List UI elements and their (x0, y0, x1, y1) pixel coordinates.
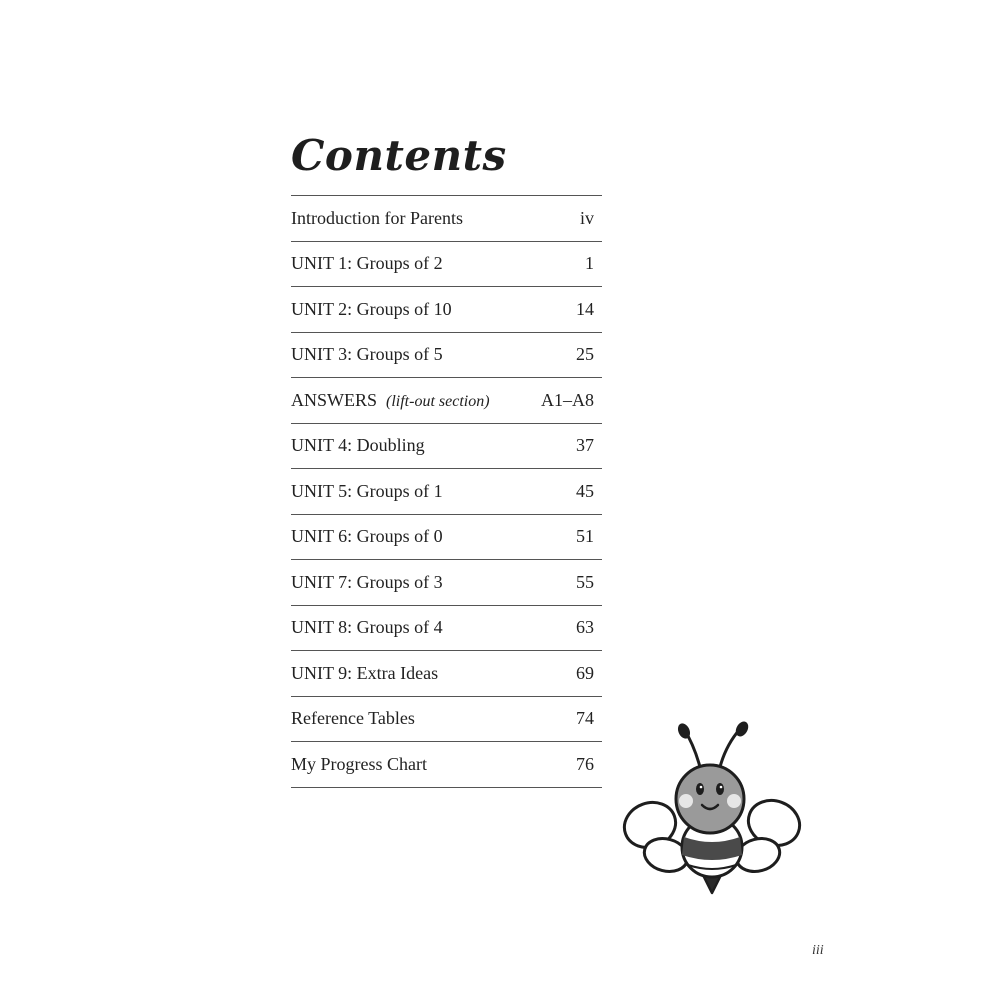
page-number: iii (812, 943, 824, 958)
toc-entry-page: 51 (576, 526, 594, 547)
toc-entry-answers (291, 378, 602, 424)
toc-entry-introduction (291, 196, 602, 242)
toc-entry-title: UNIT 8: Groups of 4 (291, 617, 443, 638)
toc-entry-title: UNIT 1: Groups of 2 (291, 253, 443, 274)
toc-entry-unit-6 (291, 515, 602, 561)
toc-entry-title: UNIT 3: Groups of 5 (291, 344, 443, 365)
toc-entry-unit-1 (291, 242, 602, 288)
toc-entry-page: 14 (576, 298, 594, 319)
toc-entry-title: UNIT 9: Extra Ideas (291, 662, 439, 683)
toc-entry-title: UNIT 6: Groups of 0 (291, 526, 443, 547)
toc-entry-title: UNIT 2: Groups of 10 (291, 298, 452, 319)
toc-entry-title: UNIT 5: Groups of 1 (291, 480, 443, 501)
page-title: Contents (291, 131, 507, 180)
toc-entry-page: 37 (576, 435, 594, 456)
toc-entry-page: 55 (576, 571, 594, 592)
toc-entry-title: Reference Tables (291, 708, 415, 729)
toc-entry-unit-7 (291, 560, 602, 606)
toc-entry-unit-3 (291, 333, 602, 379)
bee-icon (622, 715, 802, 895)
toc-entry-title: My Progress Chart (291, 753, 427, 774)
toc-entry-page: 63 (576, 617, 594, 638)
toc-entry-page: 45 (576, 480, 594, 501)
toc-entry-unit-4 (291, 424, 602, 470)
toc-entry-unit-9 (291, 651, 602, 697)
toc-entry-title: Introduction for Parents (291, 207, 463, 228)
toc-entry-page: 1 (585, 253, 594, 274)
toc-entry-unit-2 (291, 287, 602, 333)
toc-entry-title (291, 390, 490, 411)
toc-entry-note: (lift-out section) (386, 392, 490, 410)
toc-entry-page: iv (579, 207, 594, 228)
toc-entry-page: 69 (576, 662, 594, 683)
toc-entry-title-text: ANSWERS (291, 389, 378, 410)
toc-entry-progress-chart (291, 742, 602, 788)
toc-entry-title: UNIT 4: Doubling (291, 435, 425, 456)
bee-antennae (684, 729, 740, 767)
toc-entry-page: 25 (576, 344, 594, 365)
toc-entry-title: UNIT 7: Groups of 3 (291, 571, 443, 592)
toc-entry-reference-tables (291, 697, 602, 743)
toc-entry-page: 74 (576, 708, 594, 729)
toc-entry-page: 76 (576, 753, 594, 774)
toc-entry-unit-8 (291, 606, 602, 652)
toc-entry-unit-5 (291, 469, 602, 515)
toc-entry-page: A1–A8 (541, 389, 594, 410)
table-of-contents (291, 195, 602, 788)
